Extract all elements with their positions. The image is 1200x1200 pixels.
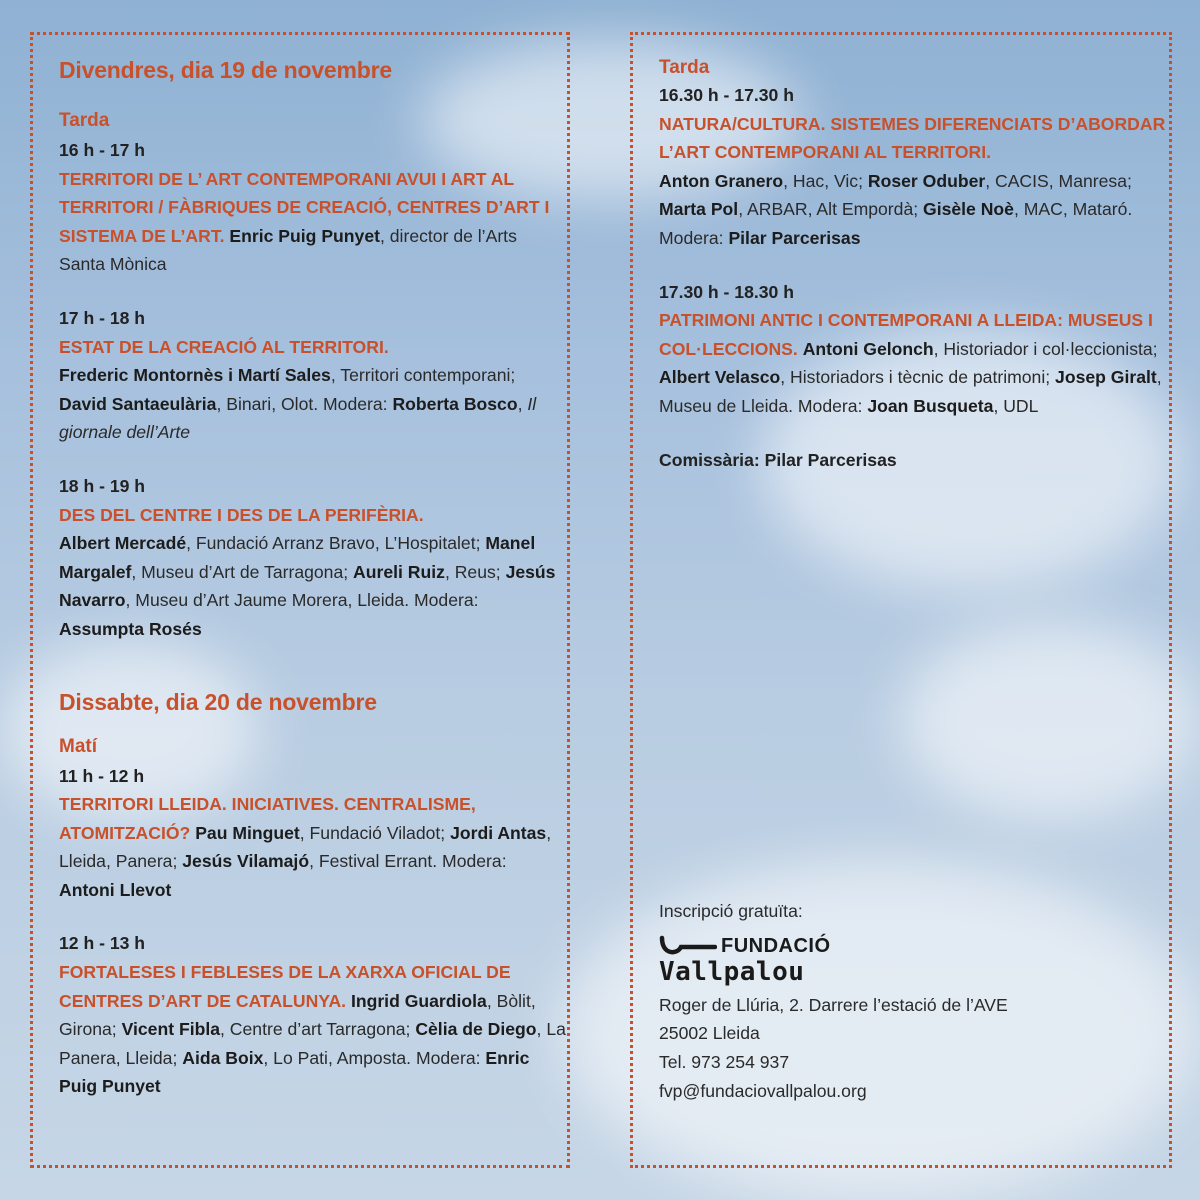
session-topic: DES DEL CENTRE I DES DE LA PERIFÈRIA. <box>59 504 424 525</box>
registration-info <box>659 897 1008 1105</box>
moderator-name: Roberta Bosco <box>392 393 518 414</box>
day-title-saturday: Dissabte, dia 20 de novembre <box>59 688 377 715</box>
speaker-name: Frederic Montornès i Martí Sales <box>59 365 331 386</box>
speaker-name: Aureli Ruiz <box>353 561 445 582</box>
wave-logo-icon <box>659 935 717 957</box>
curator-line: Comissària: Pilar Parcerisas <box>659 449 897 470</box>
speaker-affiliation: , La Panera, Lleida; <box>59 1019 566 1068</box>
moderator-name: Assumpta Rosés <box>59 618 202 639</box>
session-time: 16 h - 17 h <box>59 140 146 160</box>
speaker-affiliation: , Festival Errant. Modera: <box>309 851 507 872</box>
speaker-affiliation: , Museu d’Art de Tarragona; <box>131 561 354 582</box>
session-block-3 <box>59 472 567 644</box>
speaker-affiliation: , UDL <box>993 395 1039 416</box>
speaker-name: Josep Giralt <box>1055 367 1157 388</box>
speaker-affiliation: , Fundació Arranz Bravo, L’Hospitalet; <box>186 533 486 554</box>
address-line-2: 25002 Lleida <box>659 1023 760 1044</box>
moderator-name: Pilar Parcerisas <box>728 227 861 248</box>
day-title-friday: Divendres, dia 19 de novembre <box>59 57 392 83</box>
session-label-afternoon: Tarda <box>59 110 110 131</box>
phone-number: Tel. 973 254 937 <box>659 1051 790 1072</box>
session-time: 18 h - 19 h <box>59 475 146 496</box>
speaker-affiliation: , Centre d’art Tarragona; <box>220 1019 416 1040</box>
speaker-affiliation: , Reus; <box>444 561 506 582</box>
session-topic: NATURA/CULTURA. SISTEMES DIFERENCIATS D’ABORDAR L’ART CONTEMPORANI AL TERRITORI. <box>659 113 1166 163</box>
speaker-name: Jesús Navarro <box>59 561 556 611</box>
speaker-name: Antoni Gelonch <box>802 338 934 359</box>
spacer <box>59 669 567 689</box>
speaker-name: Jesús Vilamajó <box>182 851 310 872</box>
moderator-name: Antoni Llevot <box>59 879 172 900</box>
session-time: 11 h - 12 h <box>59 765 145 786</box>
speaker-name: Albert Mercadé <box>59 533 187 554</box>
session-time: 17.30 h - 18.30 h <box>659 281 794 302</box>
speaker-affiliation: , CACIS, Manresa; <box>985 170 1132 191</box>
session-block-7 <box>659 278 1169 421</box>
speaker-affiliation: , Museu d’Art Jaume Morera, Lleida. Modera: <box>125 590 479 611</box>
session-topic: TERRITORI DE L’ ART CONTEMPORANI AVUI I ART AL TERRITORI / FÀBRIQUES DE CREACIÓ, CENTRES D’ART I SISTEMA DE L’ART. <box>59 168 550 246</box>
email-address[interactable]: fvp@fundaciovallpalou.org <box>659 1080 867 1101</box>
speaker-affiliation: , ARBAR, Alt Empordà; <box>738 199 924 220</box>
logo-text-fundacio: FUNDACIÓ <box>721 934 831 957</box>
speaker-name: David Santaeulària <box>59 393 217 414</box>
right-panel <box>630 32 1172 1168</box>
session-block-2 <box>59 304 567 447</box>
speaker-name: Aida Boix <box>182 1047 264 1068</box>
speaker-affiliation: , Bòlit, Girona; <box>59 990 536 1040</box>
speaker-name: Vicent Fibla <box>121 1019 221 1040</box>
speaker-name: Manel Margalef <box>59 533 536 582</box>
session-block-4 <box>59 762 567 905</box>
speaker-affiliation: , director de l’Arts Santa Mònica <box>59 225 517 275</box>
inscription-label: Inscripció gratuïta: <box>659 901 803 921</box>
fundacio-vallpalou-logo <box>659 932 1008 987</box>
speaker-name: Jordi Antas <box>450 822 547 843</box>
speaker-name: Pau Minguet <box>195 822 300 843</box>
session-topic: FORTALESES I FEBLESES DE LA XARXA OFICIAL DE CENTRES D’ART DE CATALUNYA. <box>59 962 511 1011</box>
moderator-name: Enric Puig Punyet <box>59 1047 530 1097</box>
moderator-name: Joan Busqueta <box>867 395 994 416</box>
speaker-affiliation: , Lleida, Panera; <box>59 822 552 872</box>
session-time: 12 h - 13 h <box>59 933 146 954</box>
session-time: 17 h - 18 h <box>59 307 146 328</box>
speaker-affiliation: , Fundació Viladot; <box>299 822 451 843</box>
left-panel <box>30 32 570 1168</box>
publication-name: Il giornale dell’Arte <box>59 393 537 443</box>
session-block-5 <box>59 929 567 1101</box>
speaker-name: Gisèle Noè <box>923 199 1014 220</box>
speaker-name: Anton Granero <box>659 170 784 191</box>
session-block-6 <box>659 81 1169 253</box>
logo-text-vallpalou: Vallpalou <box>659 957 805 988</box>
speaker-name: Ingrid Guardiola <box>350 990 487 1011</box>
session-block-1 <box>59 136 567 279</box>
session-time: 16.30 h - 17.30 h <box>659 85 794 105</box>
speaker-affiliation: , Historiadors i tècnic de patrimoni; <box>780 367 1056 388</box>
speaker-name: Marta Pol <box>659 199 739 220</box>
session-topic: ESTAT DE LA CREACIÓ AL TERRITORI. <box>59 336 389 357</box>
speaker-affiliation: , Museu de Lleida. Modera: <box>659 367 1162 416</box>
speaker-name: Cèlia de Diego <box>415 1019 537 1040</box>
speaker-affiliation: , Lo Pati, Amposta. Modera: <box>263 1047 486 1068</box>
speaker-affiliation: , Historiador i col·leccionista; <box>933 338 1158 359</box>
speaker-affiliation: , Binari, Olot. Modera: <box>216 393 393 414</box>
speaker-affiliation: , Hac, Vic; <box>783 170 868 191</box>
separator-text: , <box>517 393 528 414</box>
session-topic: PATRIMONI ANTIC I CONTEMPORANI A LLEIDA: MUSEUS I COL·LECCIONS. <box>659 310 1153 359</box>
session-label-afternoon: Tarda <box>659 57 710 78</box>
speaker-name: Roser Oduber <box>867 170 986 191</box>
session-topic: TERRITORI LLEIDA. INICIATIVES. CENTRALISME, ATOMITZACIÓ? <box>59 794 476 843</box>
speaker-affiliation: , MAC, Mataró. Modera: <box>659 199 1133 248</box>
speaker-affiliation: , Territori contemporani; <box>330 365 516 386</box>
session-label-morning: Matí <box>59 735 97 757</box>
address-line-1: Roger de Llúria, 2. Darrere l’estació de l’AVE <box>659 994 1008 1015</box>
speaker-name: Enric Puig Punyet <box>229 225 380 246</box>
speaker-name: Albert Velasco <box>659 367 781 388</box>
